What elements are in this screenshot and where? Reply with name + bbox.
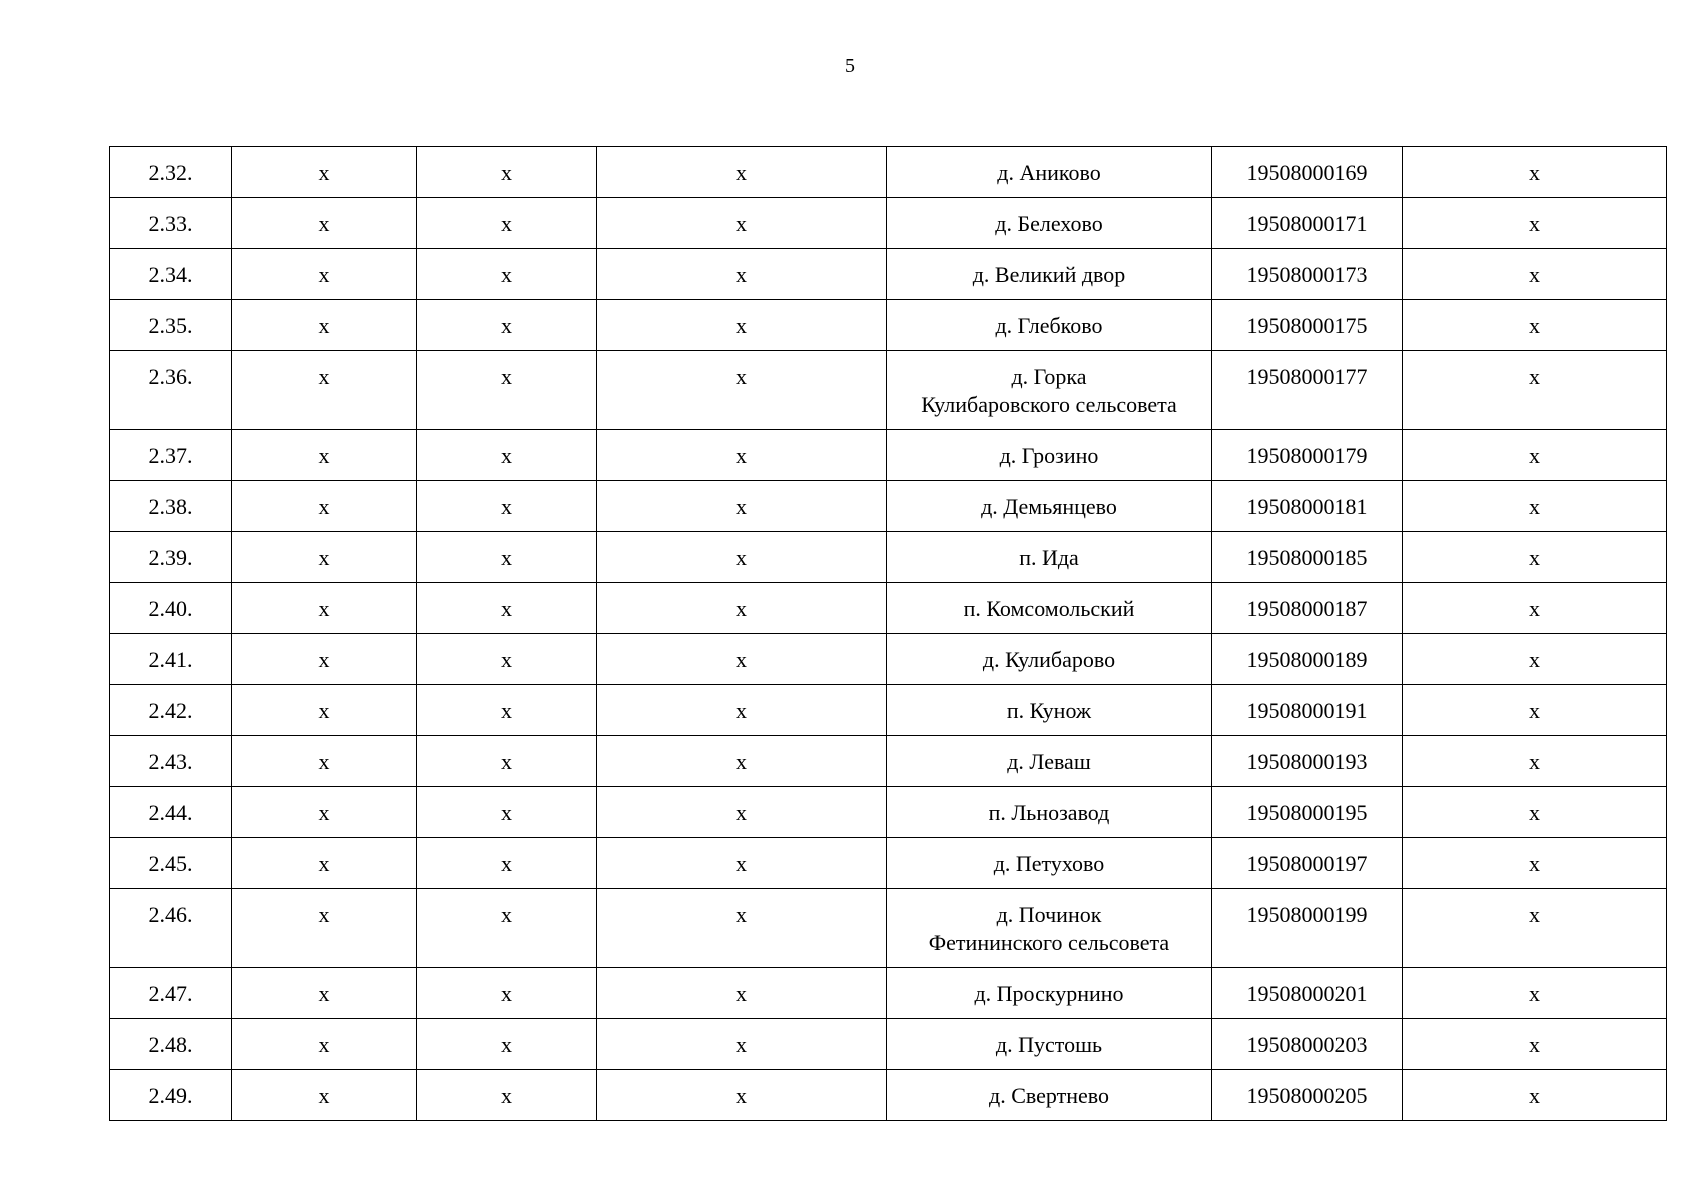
column-2-cell: x [232, 198, 417, 249]
column-2-cell: x [232, 147, 417, 198]
column-2-cell: x [232, 1070, 417, 1121]
column-2-cell: x [232, 736, 417, 787]
row-number-cell: 2.45. [110, 838, 232, 889]
oktmo-code-cell: 19508000193 [1212, 736, 1403, 787]
oktmo-code-cell: 19508000171 [1212, 198, 1403, 249]
column-3-cell: x [417, 300, 597, 351]
row-number-cell: 2.34. [110, 249, 232, 300]
oktmo-code-cell: 19508000199 [1212, 889, 1403, 968]
settlement-name: д. Великий двор [972, 262, 1126, 287]
column-7-cell: x [1403, 198, 1667, 249]
column-4-cell: x [597, 481, 887, 532]
table-row [110, 685, 1667, 736]
column-7-cell: x [1403, 736, 1667, 787]
oktmo-code-cell: 19508000179 [1212, 430, 1403, 481]
column-7-cell: x [1403, 249, 1667, 300]
oktmo-code-cell: 19508000177 [1212, 351, 1403, 430]
oktmo-code-cell: 19508000175 [1212, 300, 1403, 351]
oktmo-code-cell: 19508000169 [1212, 147, 1403, 198]
column-4-cell: x [597, 889, 887, 968]
settlement-name-cell [887, 351, 1212, 430]
table-row [110, 634, 1667, 685]
column-7-cell: x [1403, 838, 1667, 889]
table-row [110, 147, 1667, 198]
column-4-cell: x [597, 198, 887, 249]
settlement-name-cell [887, 147, 1212, 198]
row-number-cell: 2.49. [110, 1070, 232, 1121]
column-7-cell: x [1403, 685, 1667, 736]
settlement-name-cell [887, 968, 1212, 1019]
column-7-cell: x [1403, 1019, 1667, 1070]
row-number-cell: 2.38. [110, 481, 232, 532]
settlement-name: д. Кулибарово [982, 647, 1116, 672]
column-2-cell: x [232, 787, 417, 838]
table-row [110, 787, 1667, 838]
settlement-name: д. Починок [996, 902, 1102, 927]
column-3-cell: x [417, 481, 597, 532]
settlement-name-cell [887, 1070, 1212, 1121]
settlement-name: д. Белехово [995, 211, 1103, 236]
column-2-cell: x [232, 481, 417, 532]
settlement-name-detail: Кулибаровского сельсовета [921, 392, 1177, 417]
settlement-name-cell [887, 736, 1212, 787]
row-number-cell: 2.39. [110, 532, 232, 583]
settlement-name: д. Глебково [995, 313, 1103, 338]
column-3-cell: x [417, 351, 597, 430]
settlement-name: д. Пустошь [995, 1032, 1103, 1057]
column-7-cell: x [1403, 787, 1667, 838]
settlement-name: п. Комсомольский [963, 596, 1135, 621]
oktmo-code-cell: 19508000187 [1212, 583, 1403, 634]
column-2-cell: x [232, 351, 417, 430]
row-number-cell: 2.37. [110, 430, 232, 481]
column-3-cell: x [417, 532, 597, 583]
oktmo-code-cell: 19508000185 [1212, 532, 1403, 583]
row-number-cell: 2.32. [110, 147, 232, 198]
column-4-cell: x [597, 1019, 887, 1070]
settlement-name: д. Аниково [997, 160, 1101, 185]
column-4-cell: x [597, 351, 887, 430]
row-number-cell: 2.44. [110, 787, 232, 838]
registry-table [109, 146, 1667, 1121]
table-row [110, 1070, 1667, 1121]
row-number-cell: 2.35. [110, 300, 232, 351]
registry-table-body [110, 147, 1667, 1121]
column-3-cell: x [417, 685, 597, 736]
column-3-cell: x [417, 838, 597, 889]
row-number-cell: 2.47. [110, 968, 232, 1019]
settlement-name: д. Петухово [993, 851, 1105, 876]
column-2-cell: x [232, 1019, 417, 1070]
settlement-name-cell [887, 481, 1212, 532]
oktmo-code-cell: 19508000195 [1212, 787, 1403, 838]
table-row [110, 351, 1667, 430]
settlement-name: п. Льнозавод [988, 800, 1110, 825]
settlement-name-cell [887, 198, 1212, 249]
settlement-name: д. Свертнево [989, 1083, 1109, 1108]
column-7-cell: x [1403, 147, 1667, 198]
column-2-cell: x [232, 968, 417, 1019]
column-2-cell: x [232, 634, 417, 685]
column-2-cell: x [232, 300, 417, 351]
row-number-cell: 2.43. [110, 736, 232, 787]
oktmo-code-cell: 19508000205 [1212, 1070, 1403, 1121]
table-row [110, 583, 1667, 634]
oktmo-code-cell: 19508000201 [1212, 968, 1403, 1019]
column-3-cell: x [417, 968, 597, 1019]
column-4-cell: x [597, 430, 887, 481]
table-row [110, 968, 1667, 1019]
settlement-name-cell [887, 249, 1212, 300]
settlement-name-cell [887, 300, 1212, 351]
table-row [110, 430, 1667, 481]
row-number-cell: 2.33. [110, 198, 232, 249]
oktmo-code-cell: 19508000189 [1212, 634, 1403, 685]
settlement-name-cell [887, 583, 1212, 634]
column-7-cell: x [1403, 634, 1667, 685]
column-7-cell: x [1403, 532, 1667, 583]
table-row [110, 249, 1667, 300]
table-row [110, 1019, 1667, 1070]
settlement-name: п. Кунож [1006, 698, 1092, 723]
column-7-cell: x [1403, 583, 1667, 634]
column-4-cell: x [597, 968, 887, 1019]
column-4-cell: x [597, 736, 887, 787]
column-7-cell: x [1403, 430, 1667, 481]
settlement-name-cell [887, 430, 1212, 481]
oktmo-code-cell: 19508000191 [1212, 685, 1403, 736]
settlement-name: д. Леваш [1007, 749, 1091, 774]
column-4-cell: x [597, 300, 887, 351]
column-3-cell: x [417, 889, 597, 968]
table-row [110, 532, 1667, 583]
column-3-cell: x [417, 147, 597, 198]
column-7-cell: x [1403, 968, 1667, 1019]
oktmo-code-cell: 19508000173 [1212, 249, 1403, 300]
table-row [110, 736, 1667, 787]
row-number-cell: 2.36. [110, 351, 232, 430]
table-row [110, 300, 1667, 351]
settlement-name-detail: Фетининского сельсовета [928, 930, 1170, 955]
column-2-cell: x [232, 685, 417, 736]
column-7-cell: x [1403, 1070, 1667, 1121]
column-3-cell: x [417, 787, 597, 838]
column-3-cell: x [417, 430, 597, 481]
table-row [110, 198, 1667, 249]
column-7-cell: x [1403, 889, 1667, 968]
column-2-cell: x [232, 889, 417, 968]
settlement-name: д. Проскурнино [974, 981, 1124, 1006]
column-4-cell: x [597, 685, 887, 736]
column-2-cell: x [232, 249, 417, 300]
column-2-cell: x [232, 583, 417, 634]
settlement-name-cell [887, 889, 1212, 968]
table-row [110, 889, 1667, 968]
settlement-name-cell [887, 685, 1212, 736]
settlement-name-cell [887, 532, 1212, 583]
column-4-cell: x [597, 147, 887, 198]
oktmo-code-cell: 19508000203 [1212, 1019, 1403, 1070]
column-7-cell: x [1403, 300, 1667, 351]
column-3-cell: x [417, 249, 597, 300]
column-2-cell: x [232, 532, 417, 583]
settlement-name: д. Горка [1011, 364, 1087, 389]
column-3-cell: x [417, 583, 597, 634]
oktmo-code-cell: 19508000181 [1212, 481, 1403, 532]
oktmo-code-cell: 19508000197 [1212, 838, 1403, 889]
settlement-name-cell [887, 787, 1212, 838]
column-3-cell: x [417, 1070, 597, 1121]
column-2-cell: x [232, 838, 417, 889]
column-3-cell: x [417, 198, 597, 249]
settlement-name: д. Грозино [999, 443, 1099, 468]
column-4-cell: x [597, 787, 887, 838]
column-4-cell: x [597, 838, 887, 889]
table-row [110, 481, 1667, 532]
column-3-cell: x [417, 1019, 597, 1070]
settlement-name-cell [887, 1019, 1212, 1070]
column-4-cell: x [597, 532, 887, 583]
row-number-cell: 2.41. [110, 634, 232, 685]
settlement-name-cell [887, 838, 1212, 889]
page-number: 5 [845, 55, 855, 77]
column-2-cell: x [232, 430, 417, 481]
settlement-name-cell [887, 634, 1212, 685]
settlement-name: п. Ида [1019, 545, 1079, 570]
column-3-cell: x [417, 736, 597, 787]
column-7-cell: x [1403, 351, 1667, 430]
column-4-cell: x [597, 583, 887, 634]
row-number-cell: 2.42. [110, 685, 232, 736]
table-row [110, 838, 1667, 889]
column-4-cell: x [597, 1070, 887, 1121]
column-4-cell: x [597, 249, 887, 300]
column-3-cell: x [417, 634, 597, 685]
row-number-cell: 2.46. [110, 889, 232, 968]
row-number-cell: 2.48. [110, 1019, 232, 1070]
column-7-cell: x [1403, 481, 1667, 532]
settlement-name: д. Демьянцево [981, 494, 1117, 519]
row-number-cell: 2.40. [110, 583, 232, 634]
column-4-cell: x [597, 634, 887, 685]
